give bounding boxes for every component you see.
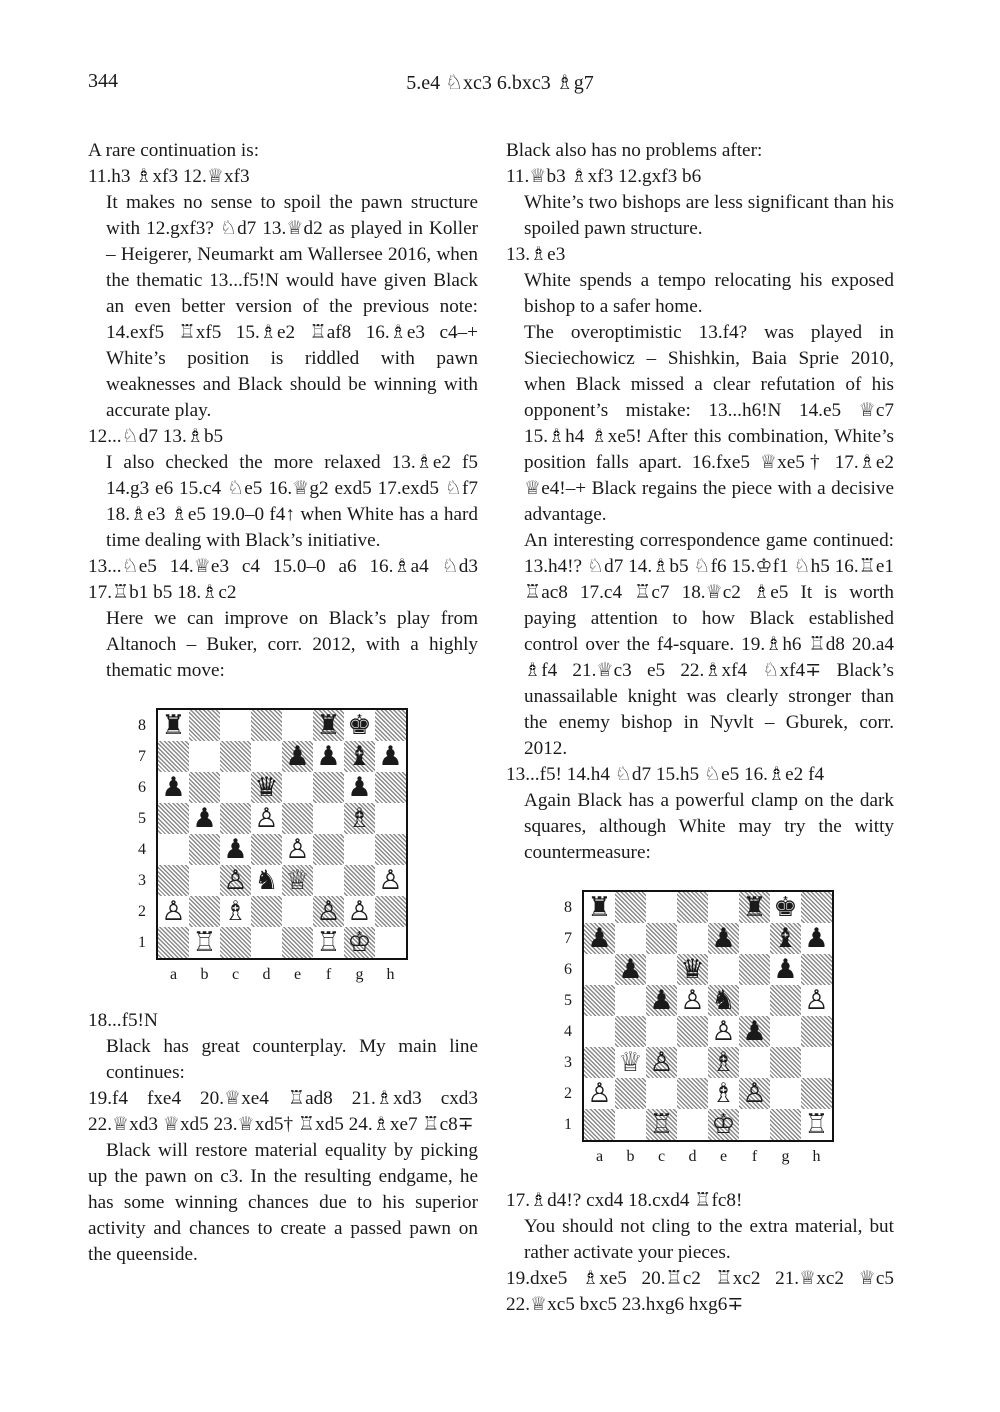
board-square-c7: [220, 741, 251, 772]
board-square-b2: [615, 1078, 646, 1109]
board-square-h5: [375, 803, 406, 834]
board-square-g3: [344, 865, 375, 896]
move-line: 12...♘d7 13.♗b5: [88, 426, 224, 447]
board-square-a6: [158, 772, 189, 803]
board-square-e1: [282, 927, 313, 958]
rank-label: 6: [564, 961, 572, 978]
board-square-g2: [344, 896, 375, 927]
board-square-b7: [615, 923, 646, 954]
board-square-c1: [220, 927, 251, 958]
chess-piece: ♟: [378, 741, 403, 772]
board-square-a8: [158, 710, 189, 741]
file-label: d: [262, 966, 271, 983]
file-label: b: [626, 1148, 635, 1165]
board-square-c1: [646, 1109, 677, 1140]
chess-piece: ♙: [649, 1047, 674, 1078]
board-square-d8: [677, 892, 708, 923]
move-line: 13...f5! 14.h4 ♘d7 15.h5 ♘e5 16.♗e2 f4: [506, 764, 825, 785]
board-square-g4: [770, 1016, 801, 1047]
chess-piece: ♟: [649, 985, 674, 1016]
annotation: Again Black has a powerful clamp on the dark squares, although White may try the witty countermeasure:: [524, 790, 894, 863]
board-square-f4: [739, 1016, 770, 1047]
rank-label: 5: [138, 810, 146, 827]
board-square-d1: [251, 927, 282, 958]
board-square-e4: [282, 834, 313, 865]
board-square-f5: [313, 803, 344, 834]
chess-piece: ♞: [711, 985, 736, 1016]
chess-piece: ♙: [347, 896, 372, 927]
left-column: [88, 138, 478, 1268]
annotation: An interesting correspondence game continued: 13.h4!? ♘d7 14.♗b5 ♘f6 15.♔f1 ♘h5 16.♖e1 ♖ac8 17.c4 ♖c7 18.♕c2 ♗e5 It is worth paying attention to how Black established control over the f4-square. 19.♗h6 ♖d8 20.a4 ♗f4 21.♕c3 e5 22.♗xf4 ♘xf4∓ Black’s unassailable knight was clearly stronger than the enemy bishop in Nyvlt – Gburek, corr. 2012.: [524, 530, 894, 759]
board-square-h4: [801, 1016, 832, 1047]
annotation: Black will restore material equality by picking up the pawn on c3. In the resulting endgame, he has some winning chances due to his superior activity and chances to create a passed pawn on the queenside.: [88, 1140, 478, 1265]
board-square-e3: [708, 1047, 739, 1078]
rank-label: 6: [138, 779, 146, 796]
board-square-e7: [282, 741, 313, 772]
board-square-a5: [584, 985, 615, 1016]
rank-label: 3: [138, 872, 146, 889]
board-square-d7: [677, 923, 708, 954]
board-square-h2: [801, 1078, 832, 1109]
file-label: g: [781, 1148, 790, 1165]
board-square-h8: [801, 892, 832, 923]
board-square-g4: [344, 834, 375, 865]
chess-piece: ♟: [223, 834, 248, 865]
file-label: g: [355, 966, 364, 983]
running-head: 5.e4 ♘xc3 6.bxc3 ♗g7: [406, 72, 594, 94]
file-label: h: [812, 1148, 821, 1165]
board-square-f5: [739, 985, 770, 1016]
move-line: 13...♘e5 14.♕e3 c4 15.0–0 a6 16.♗a4 ♘d3 17.♖b1 b5 18.♗c2: [88, 556, 478, 603]
board-square-d5: [251, 803, 282, 834]
board-square-a4: [584, 1016, 615, 1047]
board-square-c8: [646, 892, 677, 923]
chess-piece: ♟: [316, 741, 341, 772]
annotation: I also checked the more relaxed 13.♗e2 f5 14.g3 e6 15.c4 ♘e5 16.♕g2 exd5 17.exd5 ♘f7 18.♗e3 ♗e5 19.0–0 f4↑ when White has a hard time dealing with Black’s initiative.: [106, 452, 478, 551]
file-labels: [158, 962, 406, 988]
board-square-c6: [220, 772, 251, 803]
file-labels: [584, 1144, 832, 1170]
file-label: c: [231, 966, 240, 983]
chess-piece: ♖: [192, 927, 217, 958]
chess-piece: ♟: [192, 803, 217, 834]
rank-label: 4: [564, 1023, 572, 1040]
rank-label: 1: [138, 934, 146, 951]
board-square-h8: [375, 710, 406, 741]
chess-piece: ♜: [587, 892, 612, 923]
board-square-a1: [158, 927, 189, 958]
board-square-b2: [189, 896, 220, 927]
board-square-b4: [615, 1016, 646, 1047]
board-square-b6: [615, 954, 646, 985]
rank-label: 8: [564, 899, 572, 916]
chess-piece: ♔: [711, 1109, 736, 1140]
board-square-e8: [282, 710, 313, 741]
move-line: 17.♗d4!? cxd4 18.cxd4 ♖fc8!: [506, 1190, 743, 1211]
board-square-g2: [770, 1078, 801, 1109]
board-square-d2: [677, 1078, 708, 1109]
chess-piece: ♖: [649, 1109, 674, 1140]
board-square-a8: [584, 892, 615, 923]
board-square-f3: [313, 865, 344, 896]
board-square-f8: [313, 710, 344, 741]
chess-piece: ♟: [742, 1016, 767, 1047]
intro-line: Black also has no problems after:: [506, 140, 763, 161]
board-square-c6: [646, 954, 677, 985]
board-square-f2: [313, 896, 344, 927]
board-square-b3: [189, 865, 220, 896]
chess-piece: ♙: [254, 803, 279, 834]
board-square-c5: [220, 803, 251, 834]
chess-piece: ♛: [254, 772, 279, 803]
board-square-e4: [708, 1016, 739, 1047]
annotation: It makes no sense to spoil the pawn structure with 12.gxf3? ♘d7 13.♕d2 as played in Koller – Heigerer, Neumarkt am Wallersee 2016, when the thematic 13...f5!N would have given Black an even better version of the previous note: 14.exf5 ♖xf5 15.♗e2 ♖af8 16.♗e3 c4–+ White’s position is riddled with pawn weaknesses and Black should be winning with accurate play.: [106, 192, 478, 421]
board-square-e5: [282, 803, 313, 834]
chess-piece: ♙: [804, 985, 829, 1016]
board-square-g7: [344, 741, 375, 772]
board-square-g8: [344, 710, 375, 741]
move-line: 11.♕b3 ♗xf3 12.gxf3 b6: [506, 166, 702, 187]
board-square-f6: [313, 772, 344, 803]
rank-label: 1: [564, 1116, 572, 1133]
right-column: [506, 138, 894, 1318]
board-square-f7: [739, 923, 770, 954]
file-label: b: [200, 966, 209, 983]
board-square-d2: [251, 896, 282, 927]
board-square-f3: [739, 1047, 770, 1078]
board-square-a5: [158, 803, 189, 834]
chess-piece: ♙: [378, 865, 403, 896]
board-square-e2: [708, 1078, 739, 1109]
chess-piece: ♞: [254, 865, 279, 896]
board-square-e8: [708, 892, 739, 923]
board-square-g5: [770, 985, 801, 1016]
board-square-a2: [584, 1078, 615, 1109]
chess-piece: ♟: [161, 772, 186, 803]
board-square-f2: [739, 1078, 770, 1109]
board-square-g1: [770, 1109, 801, 1140]
chess-piece: ♗: [711, 1078, 736, 1109]
chess-piece: ♙: [161, 896, 186, 927]
chess-piece: ♜: [316, 710, 341, 741]
board-square-a2: [158, 896, 189, 927]
board-square-b5: [189, 803, 220, 834]
chess-piece: ♟: [587, 923, 612, 954]
board-square-e6: [282, 772, 313, 803]
board-square-c4: [646, 1016, 677, 1047]
board-square-f6: [739, 954, 770, 985]
board-square-h6: [375, 772, 406, 803]
board-square-d6: [677, 954, 708, 985]
board-square-a3: [158, 865, 189, 896]
board-square-e7: [708, 923, 739, 954]
rank-label: 7: [138, 748, 146, 765]
chess-piece: ♙: [285, 834, 310, 865]
board-square-d6: [251, 772, 282, 803]
rank-label: 4: [138, 841, 146, 858]
board-square-c5: [646, 985, 677, 1016]
chess-piece: ♗: [347, 803, 372, 834]
board-square-h7: [801, 923, 832, 954]
chess-piece: ♝: [347, 741, 372, 772]
move-line: 19.f4 fxe4 20.♕xe4 ♖ad8 21.♗xd3 cxd3 22.♕xd3 ♕xd5 23.♕xd5† ♖xd5 24.♗xe7 ♖c8∓: [88, 1088, 478, 1135]
chess-piece: ♙: [711, 1016, 736, 1047]
chess-piece: ♜: [161, 710, 186, 741]
chess-board: [156, 708, 408, 960]
rank-label: 7: [564, 930, 572, 947]
board-square-b1: [189, 927, 220, 958]
chess-diagram-2: [506, 880, 894, 1180]
chess-board: [582, 890, 834, 1142]
board-square-e5: [708, 985, 739, 1016]
board-square-b4: [189, 834, 220, 865]
board-square-b8: [615, 892, 646, 923]
board-square-f4: [313, 834, 344, 865]
chess-piece: ♜: [742, 892, 767, 923]
board-square-h1: [375, 927, 406, 958]
file-label: a: [595, 1148, 604, 1165]
rank-labels: [560, 892, 576, 1140]
rank-label: 2: [564, 1085, 572, 1102]
board-square-g1: [344, 927, 375, 958]
board-square-h5: [801, 985, 832, 1016]
board-square-g7: [770, 923, 801, 954]
chess-piece: ♛: [680, 954, 705, 985]
file-label: d: [688, 1148, 697, 1165]
annotation: White’s two bishops are less significant than his spoiled pawn structure.: [524, 192, 894, 239]
board-square-b7: [189, 741, 220, 772]
board-square-d4: [677, 1016, 708, 1047]
board-square-g8: [770, 892, 801, 923]
board-square-c8: [220, 710, 251, 741]
board-square-c3: [220, 865, 251, 896]
board-square-e1: [708, 1109, 739, 1140]
board-square-h2: [375, 896, 406, 927]
chess-piece: ♙: [316, 896, 341, 927]
board-square-b8: [189, 710, 220, 741]
board-square-e3: [282, 865, 313, 896]
chess-piece: ♙: [223, 865, 248, 896]
board-square-b5: [615, 985, 646, 1016]
chess-piece: ♕: [618, 1047, 643, 1078]
board-square-e2: [282, 896, 313, 927]
board-square-h4: [375, 834, 406, 865]
chess-piece: ♟: [618, 954, 643, 985]
board-square-h1: [801, 1109, 832, 1140]
file-label: e: [293, 966, 302, 983]
file-label: c: [657, 1148, 666, 1165]
board-square-c3: [646, 1047, 677, 1078]
chess-piece: ♝: [773, 923, 798, 954]
rank-label: 2: [138, 903, 146, 920]
file-label: a: [169, 966, 178, 983]
move-line: 19.dxe5 ♗xe5 20.♖c2 ♖xc2 21.♕xc2 ♕c5 22.♕xc5 bxc5 23.hxg6 hxg6∓: [506, 1268, 894, 1315]
board-square-h3: [801, 1047, 832, 1078]
chess-piece: ♟: [773, 954, 798, 985]
page-number: 344: [88, 70, 118, 92]
board-square-c7: [646, 923, 677, 954]
move-line: 13.♗e3: [506, 244, 566, 265]
board-square-f8: [739, 892, 770, 923]
move-line: 11.h3 ♗xf3 12.♕xf3: [88, 166, 250, 187]
chess-piece: ♚: [347, 710, 372, 741]
board-square-f7: [313, 741, 344, 772]
board-square-f1: [739, 1109, 770, 1140]
file-label: e: [719, 1148, 728, 1165]
annotation: You should not cling to the extra material, but rather activate your pieces.: [524, 1216, 894, 1263]
rank-label: 5: [564, 992, 572, 1009]
chess-piece: ♚: [773, 892, 798, 923]
board-square-a4: [158, 834, 189, 865]
annotation: Black has great counterplay. My main line continues:: [106, 1036, 478, 1083]
board-square-c2: [220, 896, 251, 927]
chess-piece: ♕: [285, 865, 310, 896]
board-square-d3: [677, 1047, 708, 1078]
rank-label: 8: [138, 717, 146, 734]
intro-line: A rare continuation is:: [88, 140, 260, 161]
annotation: The overoptimistic 13.f4? was played in Sieciechowicz – Shishkin, Baia Sprie 2010, when Black missed a clear refutation of his opponent’s mistake: 13...h6!N 14.e5 ♕c7 15.♗h4 ♗xe5! After this combination, White’s position falls apart. 16.fxe5 ♕xe5† 17.♗e2 ♕e4!–+ Black regains the piece with a decisive advantage.: [524, 322, 894, 525]
board-square-b6: [189, 772, 220, 803]
chess-piece: ♙: [742, 1078, 767, 1109]
board-square-b1: [615, 1109, 646, 1140]
rank-labels: [134, 710, 150, 958]
board-square-c2: [646, 1078, 677, 1109]
file-label: f: [751, 1148, 758, 1165]
board-square-b3: [615, 1047, 646, 1078]
annotation: Here we can improve on Black’s play from Altanoch – Buker, corr. 2012, with a highly thematic move:: [106, 608, 478, 681]
board-square-d4: [251, 834, 282, 865]
chess-piece: ♗: [711, 1047, 736, 1078]
board-square-d1: [677, 1109, 708, 1140]
board-square-e6: [708, 954, 739, 985]
rank-label: 3: [564, 1054, 572, 1071]
board-square-d5: [677, 985, 708, 1016]
board-square-c4: [220, 834, 251, 865]
chess-piece: ♗: [223, 896, 248, 927]
board-square-a1: [584, 1109, 615, 1140]
chess-piece: ♙: [680, 985, 705, 1016]
chess-piece: ♟: [711, 923, 736, 954]
board-square-g3: [770, 1047, 801, 1078]
board-square-h7: [375, 741, 406, 772]
chess-piece: ♙: [587, 1078, 612, 1109]
chess-piece: ♟: [347, 772, 372, 803]
board-square-a6: [584, 954, 615, 985]
board-square-h6: [801, 954, 832, 985]
board-square-a7: [584, 923, 615, 954]
board-square-d3: [251, 865, 282, 896]
board-square-g6: [344, 772, 375, 803]
annotation: White spends a tempo relocating his exposed bishop to a safer home.: [524, 270, 894, 317]
move-line: 18...f5!N: [88, 1010, 158, 1031]
board-square-g6: [770, 954, 801, 985]
chess-piece: ♟: [804, 923, 829, 954]
board-square-a3: [584, 1047, 615, 1078]
file-label: f: [325, 966, 332, 983]
chess-piece: ♔: [347, 927, 372, 958]
chess-piece: ♟: [285, 741, 310, 772]
chess-piece: ♖: [316, 927, 341, 958]
board-square-a7: [158, 741, 189, 772]
board-square-g5: [344, 803, 375, 834]
chess-diagram-1: [88, 698, 478, 998]
board-square-d8: [251, 710, 282, 741]
board-square-h3: [375, 865, 406, 896]
chess-piece: ♖: [804, 1109, 829, 1140]
board-square-f1: [313, 927, 344, 958]
file-label: h: [386, 966, 395, 983]
board-square-d7: [251, 741, 282, 772]
